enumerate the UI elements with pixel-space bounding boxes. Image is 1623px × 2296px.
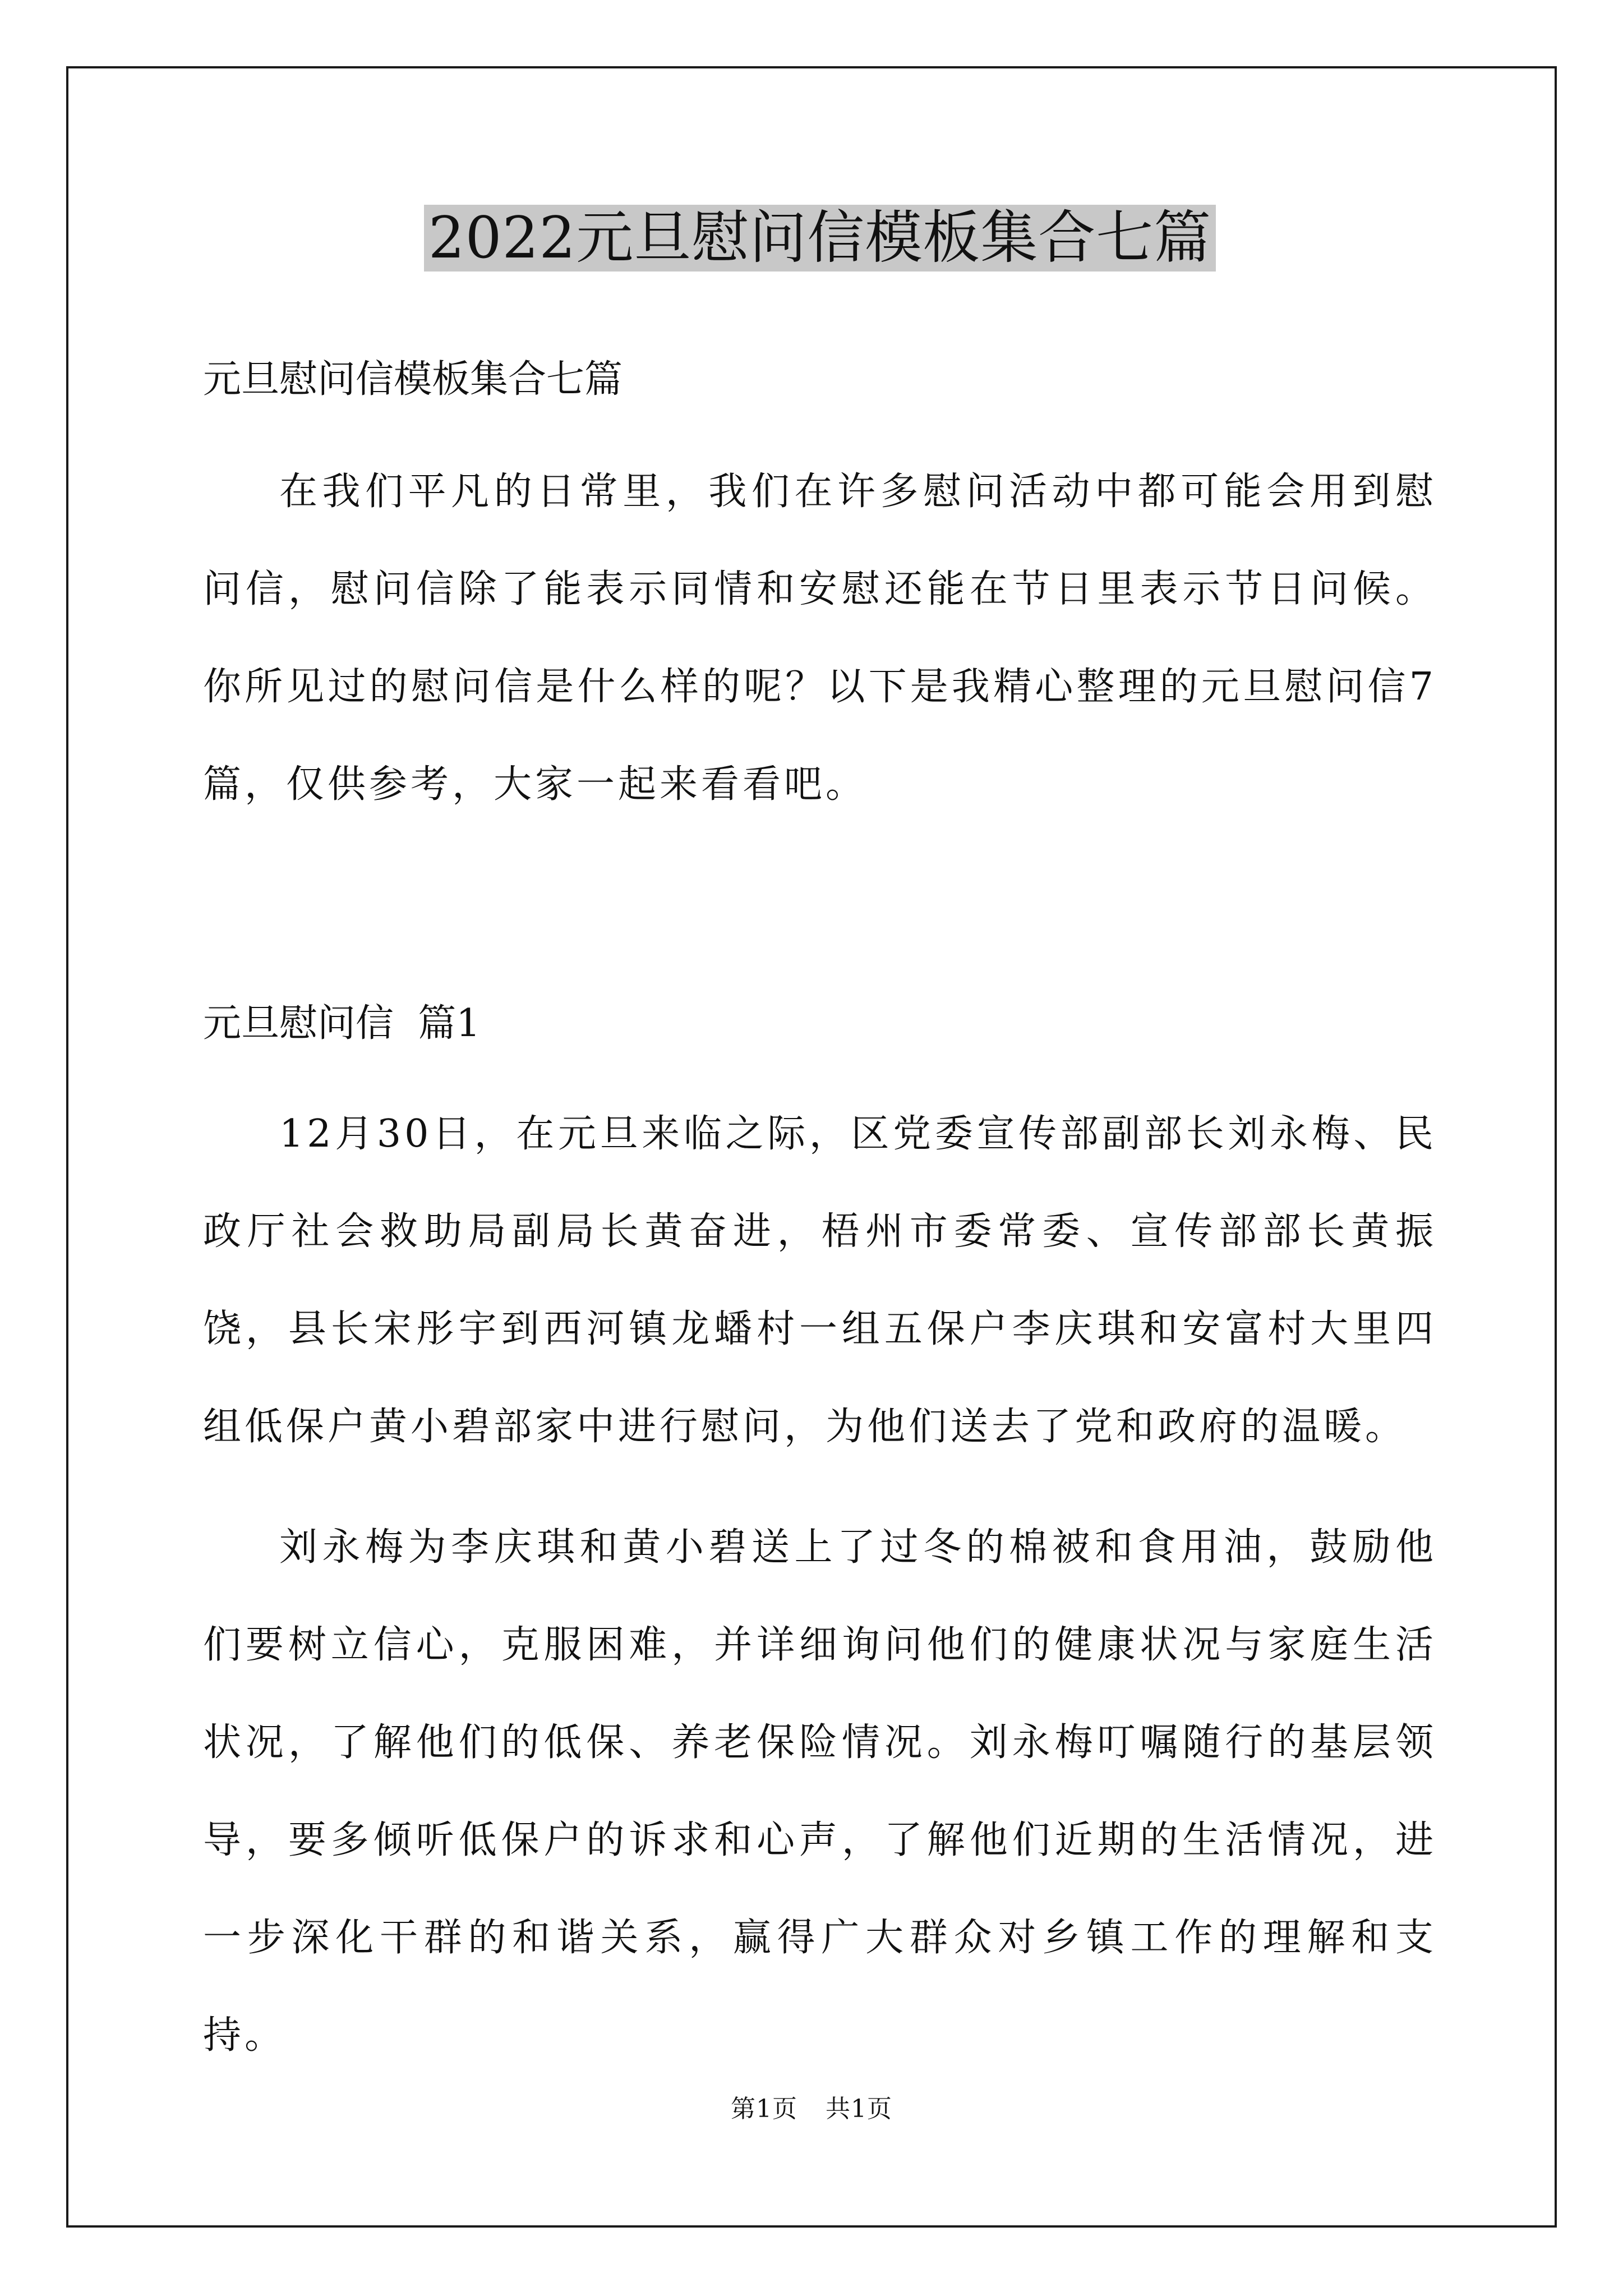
document-subtitle: 元旦慰问信模板集合七篇 bbox=[203, 357, 623, 402]
section-heading-1: 元旦慰问信 篇1 bbox=[203, 1001, 481, 1046]
title-highlight: 2022元旦慰问信模板集合七篇 bbox=[424, 205, 1216, 272]
page-total: 共1页 bbox=[826, 2095, 892, 2123]
section-1-paragraph-2: 刘永梅为李庆琪和黄小碧送上了过冬的棉被和食用油，鼓励他们要树立信心，克服困难，并详细询问他们的健康状况与家庭生活状况，了解他们的低保、养老保险情况。刘永梅叮嘱随行的基层领导，要多倾听低保户的诉求和心声，了解他们近期的生活情况，进一步深化干群的和谐关系，赢得广大群众对乡镇工作的理解和支持。 bbox=[203, 1525, 1437, 2058]
document-title bbox=[203, 199, 1437, 278]
intro-paragraph: 在我们平凡的日常里，我们在许多慰问活动中都可能会用到慰问信，慰问信除了能表示同情和安慰还能在节日里表示节日问候。你所见过的慰问信是什么样的呢？以下是我精心整理的元旦慰问信7篇，仅供参考，大家一起来看看吧。 bbox=[203, 470, 1437, 807]
section-1-paragraph-1: 12月30日，在元旦来临之际，区党委宣传部副部长刘永梅、民政厅社会救助局副局长黄奋进，梧州市委常委、宣传部部长黄振饶，县长宋彤宇到西河镇龙蟠村一组五保户李庆琪和安富村大里四组低保户黄小碧部家中进行慰问，为他们送去了党和政府的温暖。 bbox=[203, 1112, 1437, 1449]
page-footer bbox=[0, 2092, 1623, 2126]
page-number: 第1页 bbox=[731, 2095, 797, 2123]
